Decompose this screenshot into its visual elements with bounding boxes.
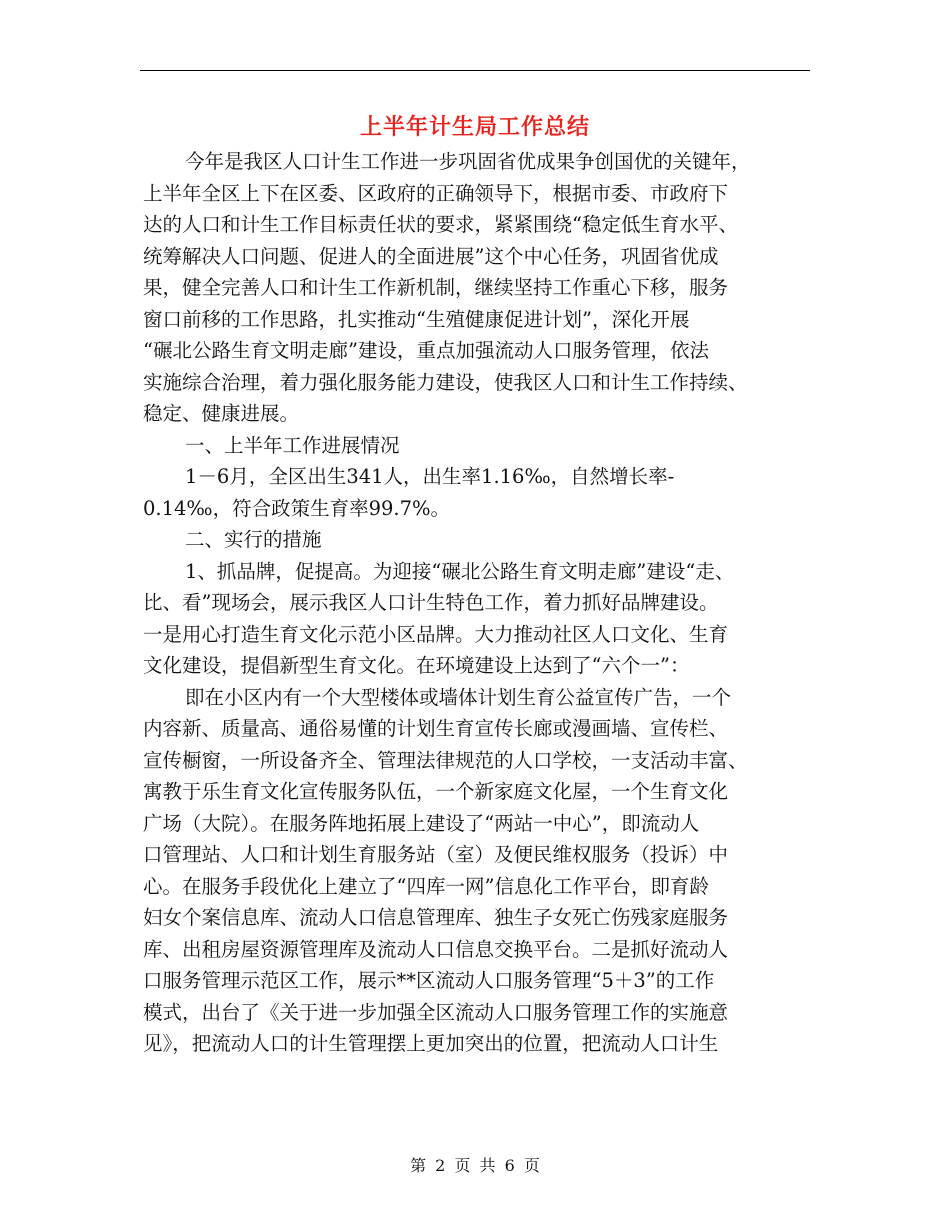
text-line: 今年是我区人口计生工作进一步巩固省优成果争创国优的关键年，	[185, 150, 751, 173]
text-line: 果，健全完善人口和计生工作新机制，继续坚持工作重心下移，服务	[143, 276, 729, 299]
text-line: 一、上半年工作进展情况	[185, 433, 400, 457]
text-line: 妇女个案信息库、流动人口信息管理库、独生子女死亡伤残家庭服务	[143, 906, 729, 929]
page-footer: 第 2 页 共 6 页	[410, 1156, 540, 1175]
text-line: 库、出租房屋资源管理库及流动人口信息交换平台。二是抓好流动人	[143, 937, 729, 961]
text-line: 内容新、质量高、通俗易懂的计划生育宣传长廊或漫画墙、宣传栏、	[143, 717, 729, 740]
text-line: 统筹解决人口问题、促进人的全面进展”这个中心任务，巩固省优成	[143, 244, 719, 268]
text-line: 见》，把流动人口的计生管理摆上更加突出的位置，把流动人口计生	[143, 1032, 719, 1055]
text-line: 1－6月，全区出生341人，出生率1.16‰，自然增长率-	[185, 465, 675, 488]
text-line: 稳定、健康进展。	[143, 402, 300, 425]
text-line: 实施综合治理，着力强化服务能力建设，使我区人口和计生工作持续、	[143, 370, 748, 394]
text-line: 达的人口和计生工作目标责任状的要求，紧紧围绕“稳定低生育水平、	[143, 213, 738, 236]
text-line: 窗口前移的工作思路，扎实推动“生殖健康促进计划”，深化开展	[143, 307, 690, 331]
text-line: 寓教于乐生育文化宣传服务队伍，一个新家庭文化屋，一个生育文化	[143, 780, 729, 803]
text-line: 广场（大院）。在服务阵地拓展上建设了“两站一中心”，即流动人	[143, 811, 700, 835]
text-line: 二、实行的措施	[185, 528, 322, 551]
text-line: 口管理站、人口和计划生育服务站（室）及便民维权服务（投诉）中	[143, 843, 729, 866]
text-line: 心。在服务手段优化上建立了“四库一网”信息化工作平台，即育龄	[143, 874, 709, 898]
text-line: 即在小区内有一个大型楼体或墙体计划生育公益宣传广告，一个	[185, 685, 732, 709]
document-title: 上半年计生局工作总结	[359, 114, 590, 140]
text-line: 宣传橱窗，一所设备齐全、管理法律规范的人口学校，一支活动丰富、	[143, 748, 748, 772]
text-line: 一是用心打造生育文化示范小区品牌。大力推动社区人口文化、生育	[143, 622, 729, 646]
text-line: 上半年全区上下在区委、区政府的正确领导下，根据市委、市政府下	[143, 181, 729, 205]
document-body	[143, 146, 815, 1060]
text-line: 模式，出台了《关于进一步加强全区流动人口服务管理工作的实施意	[143, 1000, 729, 1024]
text-line: 口服务管理示范区工作，展示**区流动人口服务管理“5＋3”的工作	[143, 969, 715, 992]
text-line: “碾北公路生育文明走廊”建设，重点加强流动人口服务管理，依法	[143, 339, 709, 362]
text-line: 1、抓品牌，促提高。为迎接“碾北公路生育文明走廊”建设“走、	[185, 559, 735, 583]
header-rule	[140, 70, 810, 71]
text-line: 比、看”现场会，展示我区人口计生特色工作，着力抓好品牌建设。	[143, 591, 719, 614]
text-line: 0.14‰，符合政策生育率99.7%。	[143, 496, 451, 520]
text-line: 文化建设，提倡新型生育文化。在环境建设上达到了“六个一”：	[143, 654, 690, 677]
